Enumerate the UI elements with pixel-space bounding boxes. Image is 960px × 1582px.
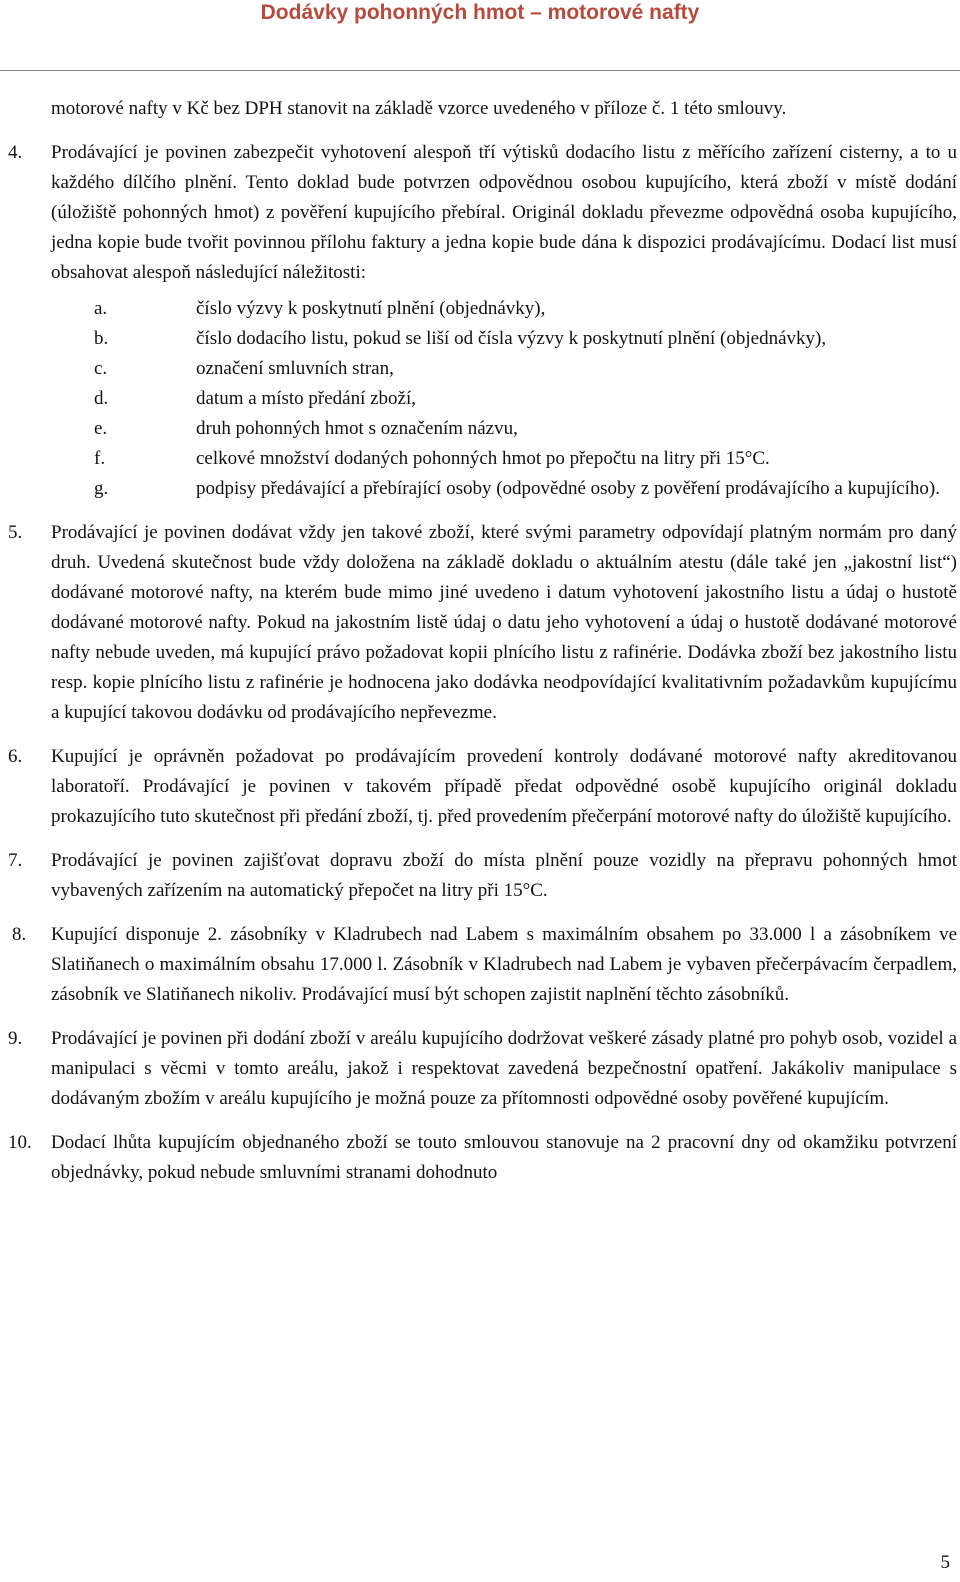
list-item <box>51 474 957 504</box>
clause-number: 5. <box>8 522 23 543</box>
list-item <box>51 354 957 384</box>
clause-text: Kupující disponuje 2. zásobníky v Kladrubech nad Labem s maximálním obsahem po 33.000 l a zásobníkem ve Slatiňanech o maximálním obsahu 17.000 l. Zásobník v Kladrubech nad Labem je vybaven přečerpávacím čerpadlem, zásobník ve Slatiňanech nikoliv. Prodávající musí být schopen zajistit naplnění těchto zásobníků. <box>51 924 957 1005</box>
clause-number: 7. <box>8 850 23 871</box>
list-item <box>51 294 957 324</box>
list-letter: g. <box>94 478 109 499</box>
list-letter: e. <box>94 418 108 439</box>
clause-text: Prodávající je povinen dodávat vždy jen takové zboží, které svými parametry odpovídají platným normám pro daný druh. Uvedená skutečnost bude vždy doložena na základě dokladu o aktuálním atestu (dále také jen „jakostní list“) dodávané motorové nafty, na kterém bude mimo jiné uvedeno i datum vyhotovení jakostního listu a údaj o hustotě dodávané motorové nafty. Pokud na jakostním listě údaj o datu jeho vyhotovení a údaj o hustotě dodávané motorové nafty nebude uveden, má kupující právo požadovat kopii plnícího listu z rafinérie. Dodávka zboží bez jakostního listu resp. kopie plnícího listu z rafinérie je hodnocena jako dodávka neodpovídající kvalitativním požadavkům kupujícímu a kupující takovou dodávku od prodávajícího nepřevezme. <box>51 522 957 723</box>
running-header: Dodávky pohonných hmot – motorové nafty <box>260 1 700 24</box>
clause-text: Kupující je oprávněn požadovat po prodávajícím provedení kontroly dodávané motorové nafty akreditovanou laboratoří. Prodávající je povinen v takovém případě předat odpovědné osobě kupujícího originál dokladu prokazujícího tuto skutečnost při předání zboží, tj. před provedením přečerpání motorové nafty do úložiště kupujícího. <box>51 746 957 827</box>
list-letter: b. <box>94 328 109 349</box>
list-item-text: celkové množství dodaných pohonných hmot po přepočtu na litry při 15°C. <box>196 448 770 469</box>
list-letter: d. <box>94 388 109 409</box>
list-item <box>51 384 957 414</box>
clause-text: Prodávající je povinen zajišťovat dopravu zboží do místa plnění pouze vozidly na přepravu pohonných hmot vybavených zařízením na automatický přepočet na litry při 15°C. <box>51 850 957 901</box>
intro-text: motorové nafty v Kč bez DPH stanovit na základě vzorce uvedeného v příloze č. 1 této smlouvy. <box>51 98 787 119</box>
clause-8 <box>8 920 957 1010</box>
delivery-note-requirements-list <box>51 294 957 504</box>
list-letter: f. <box>94 448 106 469</box>
list-letter: a. <box>94 298 108 319</box>
clause-9 <box>8 1024 957 1114</box>
list-item-text: označení smluvních stran, <box>196 358 394 379</box>
list-item-text: číslo dodacího listu, pokud se liší od čísla výzvy k poskytnutí plnění (objednávky), <box>196 328 827 349</box>
clause-number: 9. <box>8 1028 23 1049</box>
header-divider <box>0 70 960 71</box>
list-item-text: druh pohonných hmot s označením názvu, <box>196 418 518 439</box>
clause-5 <box>8 518 957 728</box>
clause-text: Dodací lhůta kupujícím objednaného zboží se touto smlouvou stanovuje na 2 pracovní dny od okamžiku potvrzení objednávky, pokud nebude smluvními stranami dohodnuto <box>51 1132 957 1183</box>
clause-number: 6. <box>8 746 23 767</box>
page-number: 5 <box>940 1552 950 1573</box>
document-body <box>8 94 957 1188</box>
clause-10 <box>8 1128 957 1188</box>
clause-text: Prodávající je povinen zabezpečit vyhotovení alespoň tří výtisků dodacího listu z měřícího zařízení cisterny, a to u každého dílčího plnění. Tento doklad bude potvrzen odpovědnou osobou kupujícího, která zboží v místě dodání (úložiště pohonných hmot) z pověření kupujícího přebíral. Originál dokladu převezme odpovědná osoba kupujícího, jedna kopie bude tvořit povinnou přílohu faktury a jedna kopie bude dána k dispozici prodávajícímu. Dodací list musí obsahovat alespoň následující náležitosti: <box>51 142 957 283</box>
list-item-text: podpisy předávající a přebírající osoby (odpovědné osoby z pověření prodávajícího a kupujícího). <box>196 478 940 499</box>
list-item <box>51 324 957 354</box>
list-item <box>51 414 957 444</box>
list-item-text: datum a místo předání zboží, <box>196 388 417 409</box>
clause-7 <box>8 846 957 906</box>
clause-number: 4. <box>8 142 23 163</box>
clause-text: Prodávající je povinen při dodání zboží v areálu kupujícího dodržovat veškeré zásady platné pro pohyb osob, vozidel a manipulaci s věcmi v tomto areálu, jakož i respektovat zavedená bezpečnostní opatření. Jakákoliv manipulace s dodávaným zbožím v areálu kupujícího je možná pouze za přítomnosti odpovědné osoby pověřené kupujícím. <box>51 1028 957 1109</box>
clause-6 <box>8 742 957 832</box>
list-item <box>51 444 957 474</box>
intro-paragraph <box>8 94 957 124</box>
clause-number: 10. <box>8 1132 32 1153</box>
list-letter: c. <box>94 358 108 379</box>
list-item-text: číslo výzvy k poskytnutí plnění (objednávky), <box>196 298 546 319</box>
clause-4 <box>8 138 957 504</box>
clause-number: 8. <box>12 924 27 945</box>
